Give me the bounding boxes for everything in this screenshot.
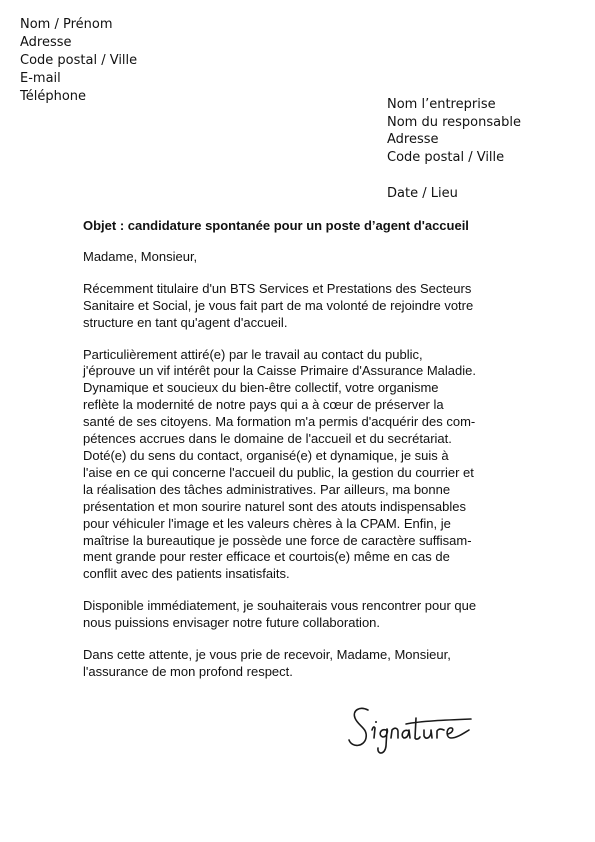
handwritten-signature: [346, 700, 496, 760]
paragraph-line: la réalisation des tâches administratives. Par ailleurs, ma bonne: [83, 481, 451, 497]
paragraph-line: Disponible immédiatement, je souhaiterais vous rencontrer pour que: [83, 598, 477, 614]
paragraph-line: santé de ses citoyens. Ma formation m'a permis d'acquérir des com-: [83, 414, 476, 430]
paragraph-line: Particulièrement attiré(e) par le travail au contact du public,: [83, 346, 423, 362]
date-place: Date / Lieu: [387, 186, 458, 201]
paragraph-line: nous puissions envisager notre future collaboration.: [83, 615, 381, 631]
sender-name: Nom / Prénom: [20, 17, 113, 32]
paragraph-line: pétences accrues dans le domaine de l'accueil et du secrétariat.: [83, 431, 452, 447]
recipient-postal-city: Code postal / Ville: [387, 149, 505, 165]
paragraph-line: j'éprouve un vif intérêt pour la Caisse Primaire d'Assurance Maladie.: [83, 363, 476, 379]
paragraph-line: présentation et mon sourire naturel sont des atouts indispensables: [83, 498, 467, 514]
paragraph-line: Dynamique et soucieux du bien-être collectif, votre organisme: [83, 380, 439, 396]
sender-address-block: [20, 16, 137, 106]
paragraph-line: pour véhiculer l'image et les valeurs chères à la CPAM. Enfin, je: [83, 515, 451, 531]
sender-phone: Téléphone: [20, 89, 87, 104]
sender-postal-city: Code postal / Ville: [20, 53, 138, 68]
letter-body: [83, 218, 513, 696]
paragraph-line: Dans cette attente, je vous prie de recevoir, Madame, Monsieur,: [83, 647, 451, 663]
paragraph-line: Récemment titulaire d'un BTS Services et Prestations des Secteurs: [83, 280, 472, 296]
sender-address: Adresse: [20, 35, 72, 50]
paragraph-line: l'assurance de mon profond respect.: [83, 663, 293, 679]
paragraph-line: l'aise en ce qui concerne l'accueil du public, la gestion du courrier et: [83, 464, 474, 480]
paragraph-line: structure en tant qu'agent d'accueil.: [83, 314, 288, 330]
recipient-address: Adresse: [387, 132, 439, 147]
salutation: Madame, Monsieur,: [83, 248, 198, 264]
paragraph-availability: [83, 598, 513, 632]
recipient-address-block: [387, 96, 521, 203]
paragraph-line: reflète la modernité de notre pays qui a à cœur de préserver la: [83, 397, 444, 413]
paragraph-intro: [83, 281, 513, 332]
paragraph-closing: [83, 647, 513, 681]
paragraph-line: maîtrise la bureautique je possède une force de caractère suffisam-: [83, 532, 472, 548]
recipient-company: Nom l’entreprise: [387, 97, 496, 112]
paragraph-line: ment grande pour rester efficace et courtois(e) même en cas de: [83, 549, 450, 565]
paragraph-line: Sanitaire et Social, je vous fait part de ma volonté de rejoindre votre: [83, 297, 474, 313]
paragraph-line: Doté(e) du sens du contact, organisé(e) et dynamique, je suis à: [83, 447, 449, 463]
paragraph-motivation: [83, 347, 513, 584]
sender-email: E-mail: [20, 71, 61, 86]
recipient-manager: Nom du responsable: [387, 114, 521, 130]
paragraph-line: conflit avec des patients insatisfaits.: [83, 566, 290, 582]
letter-subject: Objet : candidature spontanée pour un poste d’agent d'accueil: [83, 218, 469, 233]
